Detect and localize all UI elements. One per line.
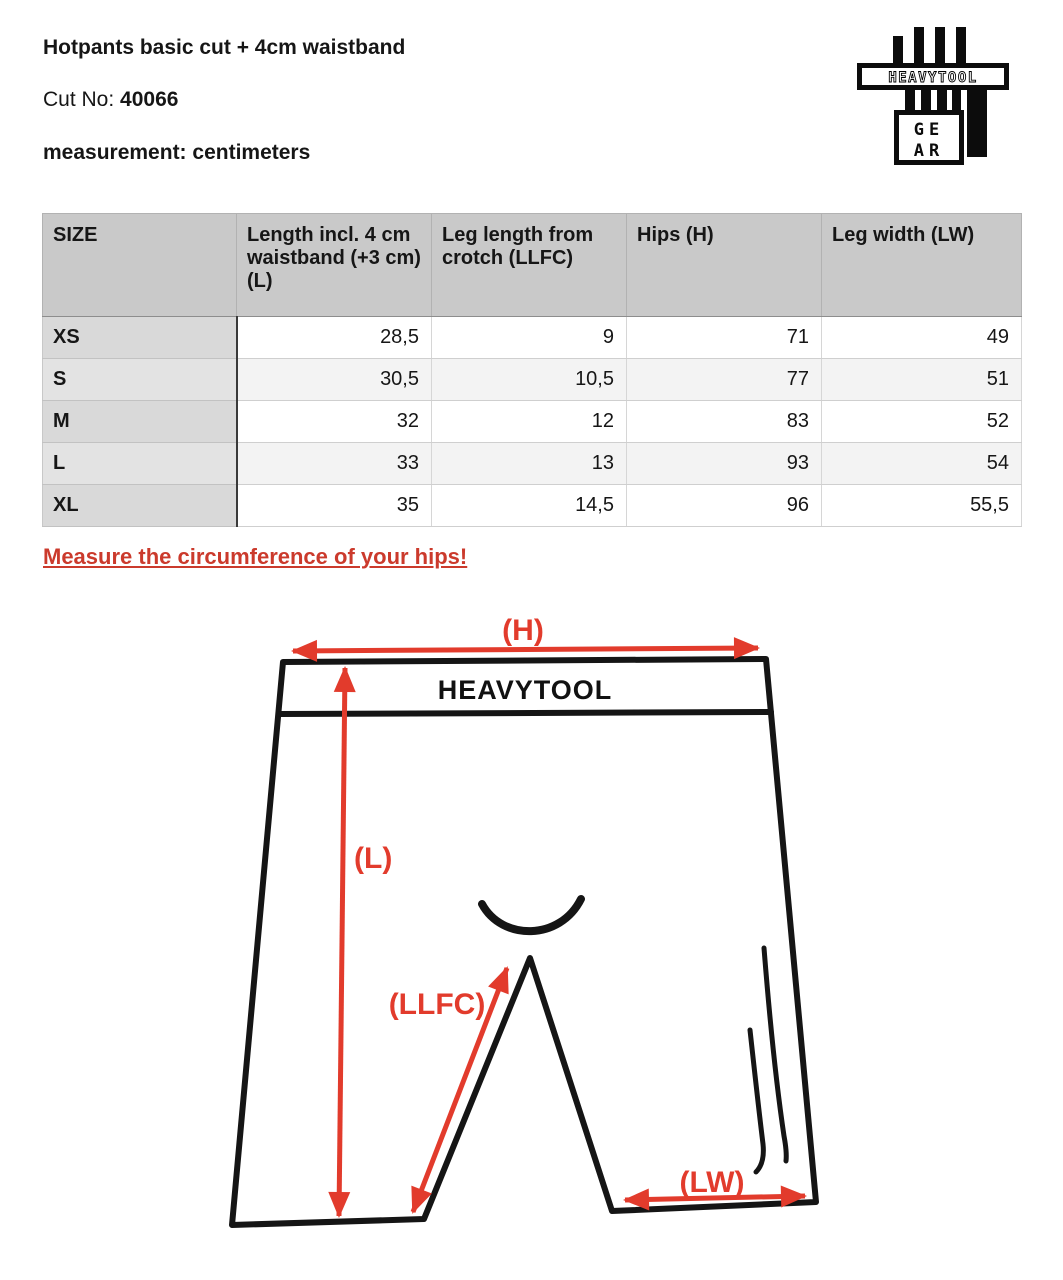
size-cell: L <box>43 443 237 485</box>
table-cell: 35 <box>237 485 432 527</box>
size-cell: S <box>43 359 237 401</box>
hips-measure-arrow <box>293 648 758 651</box>
page-title: Hotpants basic cut + 4cm waistband <box>43 36 406 59</box>
length-measure-arrow <box>339 668 345 1216</box>
table-row <box>43 443 1022 485</box>
logo-gear-text-line2: AR <box>913 141 945 161</box>
table-cell: 77 <box>627 359 822 401</box>
column-header-leg-width: Leg width (LW) <box>822 214 1022 317</box>
column-header-llfc: Leg length from crotch (LLFC) <box>432 214 627 317</box>
table-row <box>43 359 1022 401</box>
logo-gear-text-line1: GE <box>913 120 945 140</box>
table-cell: 32 <box>237 401 432 443</box>
shorts-outline <box>232 659 816 1225</box>
table-cell: 30,5 <box>237 359 432 401</box>
hips-label: (H) <box>502 614 544 647</box>
size-cell: XL <box>43 485 237 527</box>
column-header-size: SIZE <box>43 214 237 317</box>
shorts-measurement-diagram <box>0 595 1063 1280</box>
table-cell: 28,5 <box>237 317 432 359</box>
llfc-label: (LLFC) <box>388 988 486 1021</box>
table-cell: 13 <box>432 443 627 485</box>
waistband-seam-line <box>280 712 771 714</box>
table-cell: 51 <box>822 359 1022 401</box>
table-cell: 71 <box>627 317 822 359</box>
table-cell: 49 <box>822 317 1022 359</box>
cut-number-value: 40066 <box>120 88 179 111</box>
logo-top-bars <box>893 27 966 64</box>
size-cell: XS <box>43 317 237 359</box>
logo-brand-text: HEAVYTOOL <box>888 70 978 86</box>
size-chart-table <box>42 213 1022 527</box>
table-cell: 96 <box>627 485 822 527</box>
table-cell: 9 <box>432 317 627 359</box>
table-cell: 52 <box>822 401 1022 443</box>
table-cell: 54 <box>822 443 1022 485</box>
table-cell: 10,5 <box>432 359 627 401</box>
cut-number-line <box>43 88 178 112</box>
table-row <box>43 485 1022 527</box>
table-cell: 55,5 <box>822 485 1022 527</box>
table-cell: 93 <box>627 443 822 485</box>
leg-seam-mark <box>764 948 786 1161</box>
cut-number-label: Cut No: <box>43 88 121 111</box>
size-cell: M <box>43 401 237 443</box>
column-header-length: Length incl. 4 cm waistband (+3 cm) (L) <box>237 214 432 317</box>
table-cell: 83 <box>627 401 822 443</box>
crotch-curve <box>482 899 581 931</box>
leg-width-label: (LW) <box>679 1166 745 1199</box>
table-cell: 12 <box>432 401 627 443</box>
leg-seam-mark <box>750 1030 763 1172</box>
hips-measure-note: Measure the circumference of your hips! <box>43 544 468 569</box>
table-cell: 33 <box>237 443 432 485</box>
table-row <box>43 401 1022 443</box>
heavytool-gear-logo-icon <box>850 10 1020 180</box>
waistband-brand-text: HEAVYTOOL <box>437 675 613 705</box>
table-header-row <box>43 214 1022 317</box>
table-row <box>43 317 1022 359</box>
column-header-hips: Hips (H) <box>627 214 822 317</box>
measurement-unit-line: measurement: centimeters <box>43 141 311 164</box>
table-cell: 14,5 <box>432 485 627 527</box>
length-label: (L) <box>354 842 393 875</box>
